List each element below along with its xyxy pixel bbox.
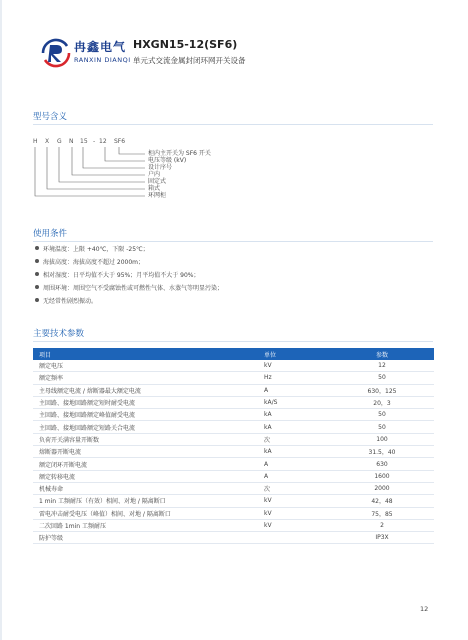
condition-text: 无经常性剧烈振动。 bbox=[43, 298, 98, 305]
table-row bbox=[33, 433, 434, 445]
spec-unit: 次 bbox=[246, 433, 330, 445]
spec-unit: kV bbox=[246, 495, 330, 507]
model-legend-item: 固定式 bbox=[148, 178, 167, 185]
spec-unit: kA/S bbox=[246, 396, 330, 408]
spec-item: 额定频率 bbox=[33, 372, 246, 384]
product-subtitle: 单元式交流金属封闭环网开关设备 bbox=[133, 56, 246, 65]
brand-name-english: RANXIN DIANQI bbox=[74, 56, 131, 64]
model-legend-item: 电压等级 (kV) bbox=[148, 157, 187, 164]
bullet-icon bbox=[35, 298, 39, 302]
table-row bbox=[33, 458, 434, 470]
brand-name: 冉鑫电气 bbox=[74, 40, 127, 54]
condition-text: 周围环境：周围空气不受腐蚀性或可燃性气体、水蒸气等明显污染； bbox=[43, 285, 224, 292]
condition-item bbox=[35, 257, 144, 266]
condition-text: 环境温度：上限 +40℃，下限 -25℃； bbox=[43, 246, 149, 253]
spec-item: 负荷开关满容量开断数 bbox=[33, 433, 246, 445]
spec-table bbox=[33, 348, 434, 544]
table-row bbox=[33, 421, 434, 433]
table-row bbox=[33, 396, 434, 408]
model-code-diagram bbox=[30, 142, 150, 202]
spec-value: 75，85 bbox=[330, 507, 434, 519]
table-row bbox=[33, 519, 434, 531]
spec-item: 额定转移电流 bbox=[33, 470, 246, 482]
spec-item: 机械寿命 bbox=[33, 482, 246, 494]
spec-unit: kV bbox=[246, 519, 330, 531]
spec-unit bbox=[246, 532, 330, 544]
spec-item: 雷电冲击耐受电压（峰值）相间、对地 / 隔离断口 bbox=[33, 507, 246, 519]
condition-item bbox=[35, 296, 97, 305]
spec-unit: A bbox=[246, 384, 330, 396]
code-letter: 15 bbox=[80, 138, 88, 145]
code-letter: - bbox=[93, 138, 96, 145]
page-number: 12 bbox=[420, 605, 429, 613]
model-legend-item: 箱式 bbox=[148, 185, 161, 192]
spec-value: IP3X bbox=[330, 532, 434, 544]
model-legend-item: 户内 bbox=[148, 171, 161, 178]
condition-item bbox=[35, 270, 200, 279]
spec-item: 二次回路 1min 工频耐压 bbox=[33, 519, 246, 531]
spec-value: 50 bbox=[330, 409, 434, 421]
spec-value: 1600 bbox=[330, 470, 434, 482]
spec-item: 额定电压 bbox=[33, 360, 246, 372]
code-letter: 12 bbox=[99, 138, 107, 145]
condition-text: 海拔高度：海拔高度不超过 2000m； bbox=[43, 259, 145, 266]
column-header-item: 项目 bbox=[33, 348, 246, 360]
spec-unit: kA bbox=[246, 421, 330, 433]
spec-value: 50 bbox=[330, 372, 434, 384]
section-divider bbox=[33, 341, 433, 342]
condition-item bbox=[35, 283, 223, 292]
ranxin-logo-icon bbox=[40, 37, 72, 69]
table-row bbox=[33, 507, 434, 519]
table-row bbox=[33, 384, 434, 396]
code-letter: N bbox=[69, 138, 74, 145]
table-row bbox=[33, 372, 434, 384]
bullet-icon bbox=[35, 285, 39, 289]
spec-item: 主回路、接地回路额定短路关合电流 bbox=[33, 421, 246, 433]
table-row bbox=[33, 360, 434, 372]
code-letter: G bbox=[57, 138, 62, 145]
section-divider bbox=[33, 241, 433, 242]
spec-value: 31.5，40 bbox=[330, 446, 434, 458]
model-legend-item: 环网柜 bbox=[148, 192, 167, 199]
bullet-icon bbox=[35, 246, 39, 250]
code-letter: SF6 bbox=[114, 138, 126, 145]
spec-value: 100 bbox=[330, 433, 434, 445]
spec-unit: kV bbox=[246, 507, 330, 519]
model-legend-item: 柜内主开关为 SF6 开关 bbox=[148, 150, 211, 157]
spec-item: 主母线额定电流 / 熔断器最大额定电流 bbox=[33, 384, 246, 396]
spec-item: 额定闭环开断电流 bbox=[33, 458, 246, 470]
condition-item bbox=[35, 244, 149, 253]
code-letter: H bbox=[33, 138, 38, 145]
page-edge bbox=[0, 0, 2, 640]
section-divider bbox=[33, 124, 433, 125]
column-header-value: 参数 bbox=[330, 348, 434, 360]
spec-item: 主回路、接地回路额定短时耐受电流 bbox=[33, 396, 246, 408]
section-title-conditions: 使用条件 bbox=[33, 229, 68, 239]
table-row bbox=[33, 470, 434, 482]
condition-text: 相对湿度：日平均值不大于 95%；月平均值不大于 90%； bbox=[43, 272, 200, 279]
code-letter: X bbox=[45, 138, 50, 145]
table-header-row bbox=[33, 348, 434, 360]
spec-value: 2 bbox=[330, 519, 434, 531]
spec-unit: kA bbox=[246, 446, 330, 458]
spec-unit: kV bbox=[246, 360, 330, 372]
spec-value: 630，125 bbox=[330, 384, 434, 396]
spec-item: 防护等级 bbox=[33, 532, 246, 544]
product-model: HXGN15-12(SF6) bbox=[133, 38, 238, 51]
spec-unit: A bbox=[246, 470, 330, 482]
section-title-model: 型号含义 bbox=[33, 112, 68, 122]
spec-value: 20，3 bbox=[330, 396, 434, 408]
spec-value: 630 bbox=[330, 458, 434, 470]
model-legend-item: 设计序号 bbox=[148, 164, 173, 171]
spec-value: 2000 bbox=[330, 482, 434, 494]
table-row bbox=[33, 482, 434, 494]
table-row bbox=[33, 495, 434, 507]
spec-unit: 次 bbox=[246, 482, 330, 494]
spec-value: 42，48 bbox=[330, 495, 434, 507]
section-title-specs: 主要技术参数 bbox=[33, 329, 85, 339]
spec-unit: Hz bbox=[246, 372, 330, 384]
table-row bbox=[33, 446, 434, 458]
table-row bbox=[33, 409, 434, 421]
spec-value: 12 bbox=[330, 360, 434, 372]
spec-value: 50 bbox=[330, 421, 434, 433]
spec-unit: A bbox=[246, 458, 330, 470]
spec-item: 熔断器开断电流 bbox=[33, 446, 246, 458]
spec-unit: kA bbox=[246, 409, 330, 421]
spec-item: 1 min 工频耐压（有效）相间、对地 / 隔离断口 bbox=[33, 495, 246, 507]
spec-item: 主回路、接地回路额定峰值耐受电流 bbox=[33, 409, 246, 421]
bullet-icon bbox=[35, 259, 39, 263]
bullet-icon bbox=[35, 272, 39, 276]
column-header-unit: 单位 bbox=[246, 348, 330, 360]
table-row bbox=[33, 532, 434, 544]
